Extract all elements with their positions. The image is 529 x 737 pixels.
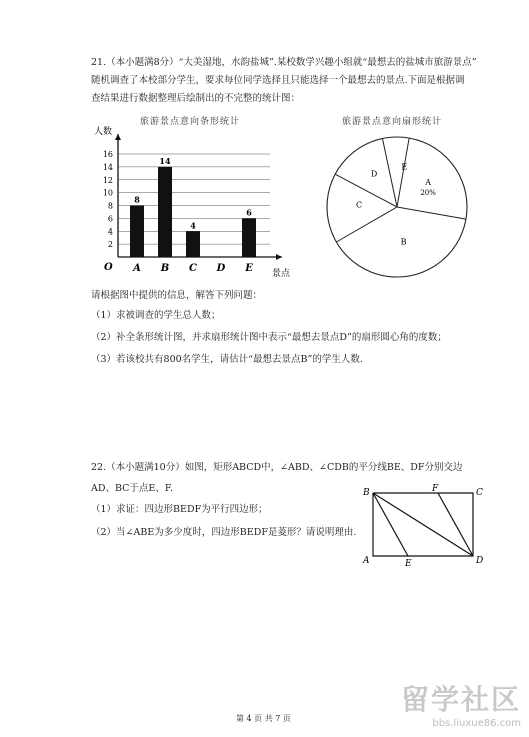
pie-slice-edge — [336, 207, 397, 242]
x-tick-label: A — [133, 263, 141, 274]
pie-slice-edge — [397, 138, 409, 207]
x-tick-label: C — [189, 263, 197, 274]
q21-sub1: （1）求被调查的学生总人数； — [91, 310, 221, 321]
rectangle-figure — [355, 482, 490, 568]
bar-a — [130, 206, 144, 258]
pie-label-d: D — [370, 169, 378, 179]
y-tick-label: 4 — [107, 227, 113, 237]
label-f: F — [432, 484, 439, 494]
pie-chart-title: 旅游景点意向扇形统计 — [342, 117, 443, 127]
y-tick-label: 8 — [107, 201, 113, 211]
data-label: 6 — [246, 207, 252, 218]
pie-slice-edge — [335, 174, 397, 207]
y-tick-label: 6 — [107, 214, 113, 224]
bar-chart — [88, 122, 310, 282]
q21-line1: 21.（本小题满8分）“大美湿地，水韵盐城”.某校数学兴趣小组就“最想去的盐城市旅游景点” — [91, 57, 477, 68]
label-c: C — [476, 488, 483, 498]
page-number: 第 4 页 共 7 页 — [236, 714, 291, 723]
y-tick-label: 16 — [102, 150, 113, 159]
pie-slice-edge — [397, 207, 466, 219]
data-label: 14 — [159, 155, 171, 166]
y-tick-label: 2 — [107, 240, 113, 250]
watermark-url: bbs.liuxue86.com — [432, 718, 521, 729]
y-tick-label: 10 — [102, 188, 113, 198]
label-d: D — [476, 556, 484, 566]
q22-sub1: （1）求证：四边形BEDF为平行四边形； — [91, 504, 268, 515]
watermark-brand: 留学社区 — [400, 683, 521, 716]
pie-label-e: E — [401, 162, 408, 172]
data-label: 4 — [190, 220, 196, 231]
q22-sub2: （2）当∠ABE为多少度时，四边形BEDF是菱形？请说明理由. — [91, 527, 357, 538]
q22-line2: AD、BC于点E、F. — [91, 483, 173, 494]
q21-line3: 查结果进行数据整理后绘制出的不完整的统计图： — [91, 93, 301, 104]
y-axis-label: 人数 — [94, 127, 113, 137]
pie-label-b: B — [400, 237, 407, 247]
pie-slice-edge — [382, 139, 397, 207]
bar-e — [242, 218, 256, 257]
pie-label-c: C — [355, 200, 363, 210]
x-axis-arrow — [276, 254, 282, 260]
label-e: E — [405, 559, 412, 568]
y-tick-label: 14 — [102, 162, 113, 172]
label-b: B — [363, 488, 370, 498]
bar-chart-title: 旅游景点意向条形统计 — [140, 117, 241, 127]
y-tick-label: 12 — [102, 175, 113, 185]
q21-sub2: （2）补全条形统计图，并求扇形统计图中表示“最想去景点D”的扇形圆心角的度数； — [91, 332, 447, 343]
q22-line1: 22.（本小题满10分）如图，矩形ABCD中，∠ABD、∠CDB的平分线BE、DF分别交边 — [91, 462, 463, 473]
q21-prompt: 请根据图中提供的信息，解答下列问题： — [91, 290, 263, 301]
x-axis-label: 景点 — [272, 269, 291, 279]
watermark-logo — [401, 678, 521, 729]
label-a: A — [363, 556, 370, 566]
pie-label-a: A — [425, 178, 432, 188]
x-tick-label: E — [245, 263, 253, 274]
q21-line2: 随机调查了本校部分学生，要求每位同学选择且只能选择一个最想去的景点.下面是根据调 — [91, 75, 465, 86]
y-axis-arrow — [115, 134, 121, 140]
pie-chart — [322, 132, 472, 282]
x-tick-label: D — [216, 263, 226, 274]
bar-b — [158, 167, 172, 257]
bar-c — [186, 231, 200, 257]
pie-percent-label: 20% — [420, 189, 436, 198]
data-label: 8 — [134, 194, 140, 205]
x-tick-label: B — [160, 263, 170, 274]
q21-sub3: （3）若该校共有800名学生，请估计“最想去景点B”的学生人数. — [91, 354, 363, 365]
origin-label: O — [104, 262, 113, 273]
